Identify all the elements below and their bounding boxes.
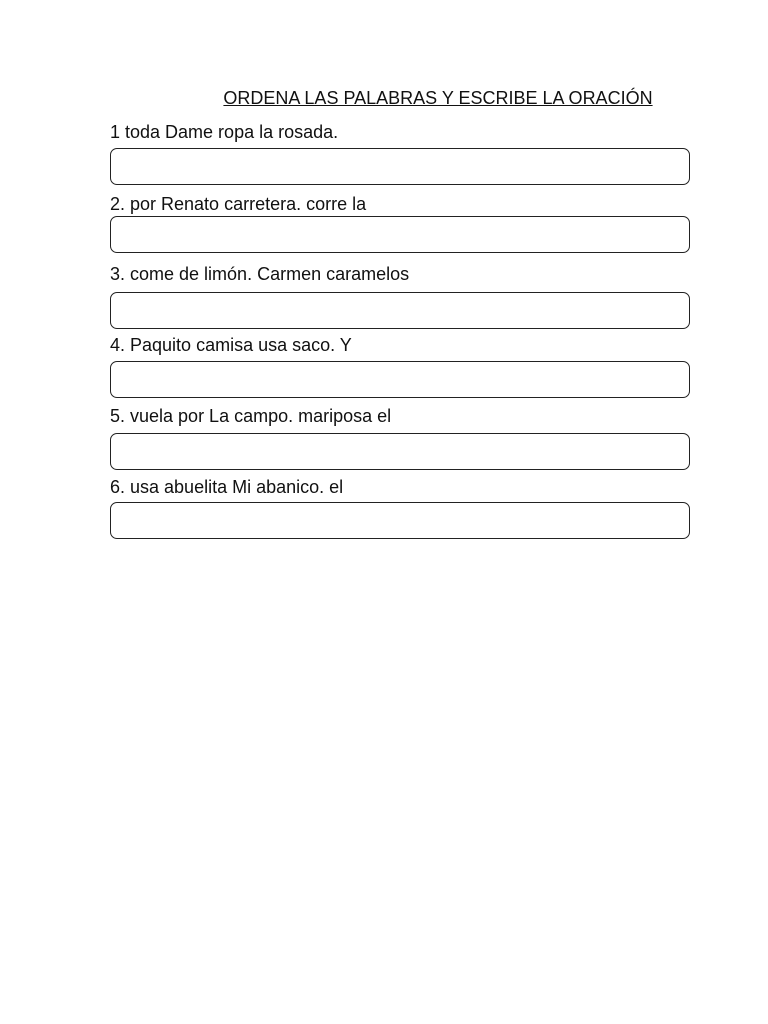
answer-box-5[interactable] xyxy=(110,433,690,470)
answer-box-1[interactable] xyxy=(110,148,690,185)
worksheet-title: ORDENA LAS PALABRAS Y ESCRIBE LA ORACIÓN xyxy=(223,88,653,108)
item-prompt-5: 5. vuela por La campo. mariposa el xyxy=(110,406,392,426)
answer-box-6[interactable] xyxy=(110,502,690,539)
answer-box-2[interactable] xyxy=(110,216,690,253)
item-prompt-2: 2. por Renato carretera. corre la xyxy=(110,194,367,214)
item-prompt-6: 6. usa abuelita Mi abanico. el xyxy=(110,477,344,497)
item-prompt-1: 1 toda Dame ropa la rosada. xyxy=(110,122,339,142)
item-prompt-3: 3. come de limón. Carmen caramelos xyxy=(110,264,410,284)
item-prompt-4: 4. Paquito camisa usa saco. Y xyxy=(110,335,352,355)
answer-box-3[interactable] xyxy=(110,292,690,329)
answer-box-4[interactable] xyxy=(110,361,690,398)
